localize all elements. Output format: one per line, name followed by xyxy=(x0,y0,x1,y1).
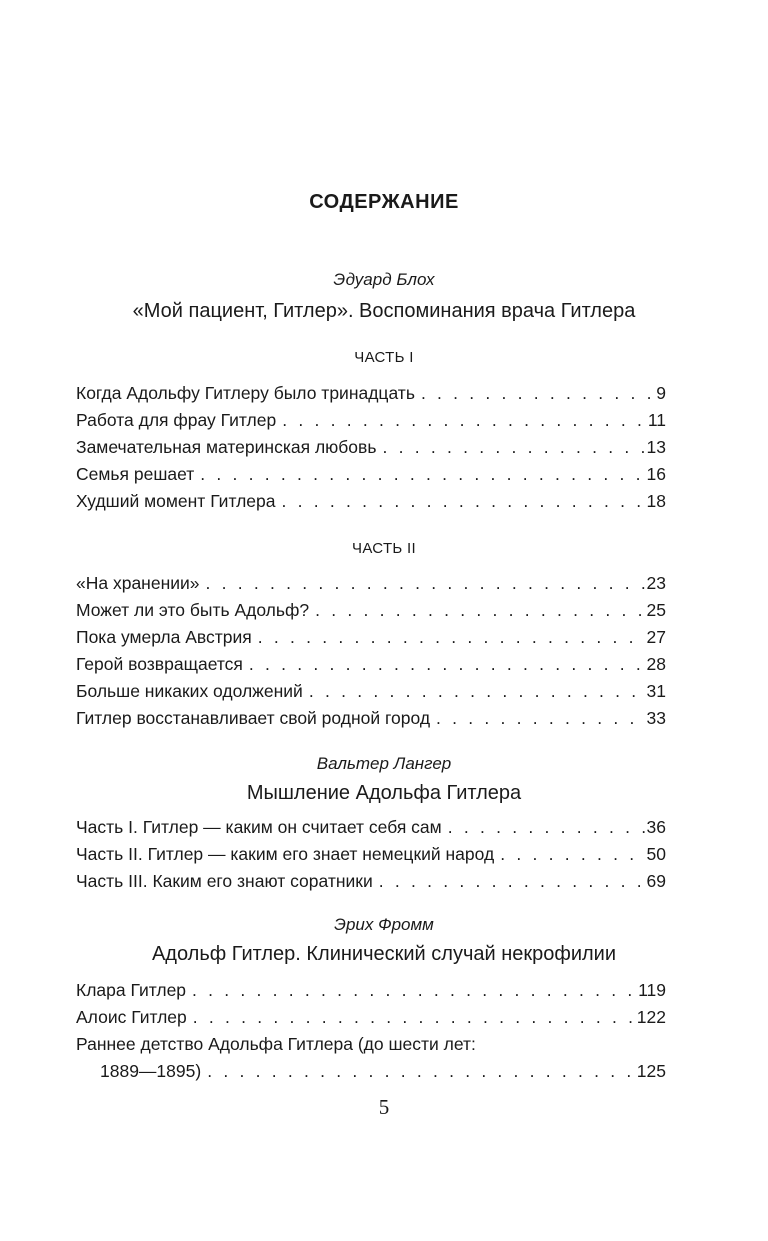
section2-entries xyxy=(76,814,666,895)
contents-heading: СОДЕРЖАНИЕ xyxy=(309,191,459,213)
leader-dots xyxy=(249,651,645,678)
toc-entry[interactable] xyxy=(76,1004,666,1031)
toc-entry[interactable] xyxy=(76,407,666,434)
section2-author: Вальтер Лангер xyxy=(316,754,452,773)
toc-entry-page: 13 xyxy=(646,437,666,457)
part1-entries xyxy=(76,380,666,515)
toc-entry-title: Часть I. Гитлер — каким он считает себя сам xyxy=(76,817,442,837)
toc-entry-page: 31 xyxy=(646,681,666,701)
toc-entry-title: Герой возвращается xyxy=(76,654,243,674)
leader-dots xyxy=(500,841,644,868)
leader-dots xyxy=(309,678,645,705)
toc-entry-title: Клара Гитлер xyxy=(76,980,187,1000)
toc-entry-title: Пока умерла Австрия xyxy=(76,627,252,647)
leader-dots xyxy=(200,461,644,488)
toc-entry-page: 23 xyxy=(646,573,666,593)
toc-entry[interactable] xyxy=(76,651,666,678)
leader-dots xyxy=(192,977,636,1004)
toc-entry-title: «На хранении» xyxy=(76,573,200,593)
toc-entry[interactable] xyxy=(76,814,666,841)
part1-label: ЧАСТЬ I xyxy=(354,349,414,366)
toc-entry[interactable] xyxy=(76,705,666,732)
toc-entry-page: 50 xyxy=(646,844,666,864)
leader-dots xyxy=(382,434,644,461)
toc-entry-page: 125 xyxy=(636,1061,666,1081)
toc-entry-title: Работа для фрау Гитлер xyxy=(76,410,277,430)
part2-label: ЧАСТЬ II xyxy=(352,540,416,557)
page-number: 5 xyxy=(378,1095,390,1119)
section3-author: Эрих Фромм xyxy=(334,915,434,934)
toc-entry-title: Больше никаких одолжений xyxy=(76,681,303,701)
toc-entry[interactable] xyxy=(76,597,666,624)
section3-title: Адольф Гитлер. Клинический случай некрофилии xyxy=(151,943,617,965)
leader-dots xyxy=(206,570,645,597)
toc-entry-page: 28 xyxy=(646,654,666,674)
leader-dots xyxy=(379,868,645,895)
leader-dots xyxy=(282,407,646,434)
leader-dots xyxy=(436,705,644,732)
toc-entry-page: 11 xyxy=(647,410,666,430)
toc-entry-title: Алоис Гитлер xyxy=(76,1007,187,1027)
leader-dots xyxy=(448,814,645,841)
toc-entry-page: 16 xyxy=(646,464,666,484)
toc-entry-page: 9 xyxy=(656,383,666,403)
toc-entry-title: Часть III. Каким его знают соратники xyxy=(76,871,373,891)
leader-dots xyxy=(207,1058,635,1085)
toc-entry-title-line2: 1889—1895) xyxy=(100,1061,202,1081)
toc-entry-page: 27 xyxy=(646,627,666,647)
toc-entry-title: Гитлер восстанавливает свой родной город xyxy=(76,708,431,728)
section3-entries xyxy=(76,977,666,1085)
toc-entry[interactable] xyxy=(76,678,666,705)
leader-dots xyxy=(258,624,645,651)
part2-entries xyxy=(76,570,666,732)
leader-dots xyxy=(193,1004,635,1031)
leader-dots xyxy=(282,488,645,515)
toc-entry-page: 119 xyxy=(638,980,666,1000)
toc-entry-page: 33 xyxy=(646,708,666,728)
toc-entry[interactable] xyxy=(76,434,666,461)
toc-entry[interactable] xyxy=(76,461,666,488)
toc-entry-multiline[interactable] xyxy=(76,1031,666,1085)
section1-author: Эдуард Блох xyxy=(333,270,435,289)
toc-entry[interactable] xyxy=(76,488,666,515)
toc-entry[interactable] xyxy=(76,380,666,407)
leader-dots xyxy=(421,380,654,407)
toc-entry-page: 69 xyxy=(646,871,666,891)
toc-entry-page: 18 xyxy=(646,491,666,511)
toc-entry[interactable] xyxy=(76,977,666,1004)
toc-entry-title: Часть II. Гитлер — каким его знает немецкий народ xyxy=(76,844,495,864)
section1-title: «Мой пациент, Гитлер». Воспоминания врача Гитлера xyxy=(132,300,636,322)
toc-entry[interactable] xyxy=(76,868,666,895)
toc-entry-title: Может ли это быть Адольф? xyxy=(76,600,310,620)
toc-entry-title: Замечательная материнская любовь xyxy=(76,437,377,457)
toc-entry-title: Когда Адольфу Гитлеру было тринадцать xyxy=(76,383,415,403)
toc-entry-page: 122 xyxy=(636,1007,666,1027)
leader-dots xyxy=(315,597,644,624)
section2-title: Мышление Адольфа Гитлера xyxy=(246,782,522,804)
toc-entry-title: Семья решает xyxy=(76,464,195,484)
toc-entry-title-line1: Раннее детство Адольфа Гитлера (до шести лет: xyxy=(76,1034,476,1054)
toc-entry-page: 25 xyxy=(646,600,666,620)
toc-entry[interactable] xyxy=(76,570,666,597)
toc-entry-page: 36 xyxy=(646,817,666,837)
toc-entry[interactable] xyxy=(76,841,666,868)
toc-entry[interactable] xyxy=(76,624,666,651)
toc-entry-title: Худший момент Гитлера xyxy=(76,491,276,511)
